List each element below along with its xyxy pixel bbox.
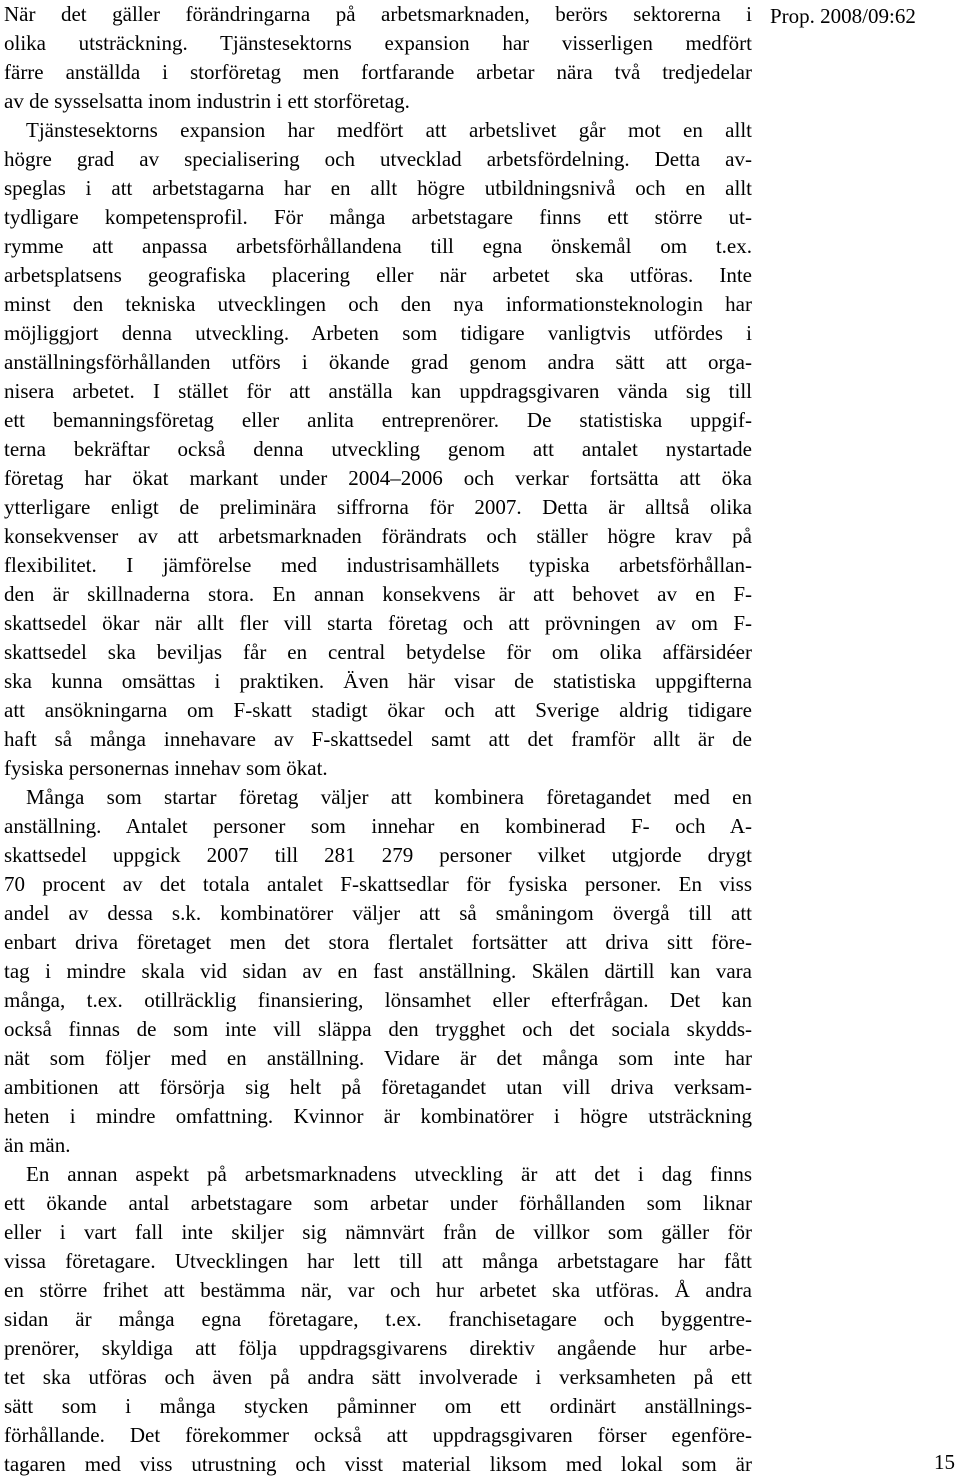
- text-line: färre anställda i storföretag men fortfarande arbetar nära två tredjedelar: [4, 60, 752, 84]
- text-line: företag har ökat markant under 2004–2006 och verkar fortsätta att öka: [4, 466, 752, 490]
- text-line: sidan är många egna företagare, t.ex. franchisetagare och byggentre-: [4, 1307, 752, 1331]
- text-line: ytterligare enligt de preliminära siffrorna för 2007. Detta är alltså olika: [4, 495, 752, 519]
- text-line: enbart driva företaget men det stora flertalet fortsätter att driva sitt före-: [4, 930, 752, 954]
- text-line: också finnas de som inte vill släppa den trygghet och det sociala skydds-: [4, 1017, 752, 1041]
- text-line: andel av dessa s.k. kombinatörer väljer att så småningom övergå till att: [4, 901, 752, 925]
- text-line: flexibilitet. I jämförelse med industrisamhällets typiska arbetsförhållan-: [4, 553, 752, 577]
- text-line: förhållande. Det förekommer också att uppdragsgivaren förser egenföre-: [4, 1423, 752, 1447]
- text-line: en större frihet att bestämma när, var och hur arbetet ska utföras. Å andra: [4, 1278, 752, 1302]
- text-line: olika utsträckning. Tjänstesektorns expansion har visserligen medfört: [4, 31, 752, 55]
- text-line: högre grad av specialisering och utvecklad arbetsfördelning. Detta av-: [4, 147, 752, 171]
- text-line: vissa företagare. Utvecklingen har lett till att många arbetstagare har fått: [4, 1249, 752, 1273]
- text-line: skattsedel ökar när allt fler vill starta företag och att prövningen av om F-: [4, 611, 752, 635]
- text-line: ett ökande antal arbetstagare som arbetar under förhållanden som liknar: [4, 1191, 752, 1215]
- text-line: nisera arbetet. I stället för att anställa kan uppdragsgivaren vända sig till: [4, 379, 752, 403]
- text-line: fysiska personernas innehav som ökat.: [4, 756, 328, 780]
- text-line: eller i vart fall inte skiljer sig nämnvärt från de villkor som gäller för: [4, 1220, 752, 1244]
- text-line: den är skillnaderna stora. En annan konsekvens är att behovet av en F-: [4, 582, 752, 606]
- text-line: tag i mindre skala vid sidan av en fast anställning. Skälen därtill kan vara: [4, 959, 752, 983]
- text-line: En annan aspekt på arbetsmarknadens utveckling är att det i dag finns: [26, 1162, 752, 1186]
- page-number: 15: [934, 1450, 955, 1474]
- text-line: av de sysselsatta inom industrin i ett storföretag.: [4, 89, 410, 113]
- text-line: skattsedel ska beviljas får en central betydelse för om olika affärsidéer: [4, 640, 752, 664]
- body-text: [4, 0, 752, 1479]
- text-line: tagaren med viss utrustning och visst material liksom med lokal som är: [4, 1452, 752, 1476]
- text-line: anställning. Antalet personer som innehar en kombinerad F- och A-: [4, 814, 752, 838]
- text-line: skattsedel uppgick 2007 till 281 279 personer vilket utgjorde drygt: [4, 843, 752, 867]
- text-line: nät som följer med en anställning. Vidare är det många som inte har: [4, 1046, 752, 1070]
- text-line: många, t.ex. otillräcklig finansiering, lönsamhet eller efterfrågan. Det kan: [4, 988, 752, 1012]
- text-line: tet ska utföras och även på andra sätt involverade i verksamheten på ett: [4, 1365, 752, 1389]
- text-line: möjliggjort denna utveckling. Arbeten som tidigare vanligtvis utfördes i: [4, 321, 752, 345]
- text-line: sätt som i många stycken påminner om ett ordinärt anställnings-: [4, 1394, 752, 1418]
- text-line: terna bekräftar också denna utveckling genom att antalet nystartade: [4, 437, 752, 461]
- text-line: anställningsförhållanden utförs i ökande grad genom andra sätt att orga-: [4, 350, 752, 374]
- text-line: arbetsplatsens geografiska placering eller när arbetet ska utföras. Inte: [4, 263, 752, 287]
- text-line: än män.: [4, 1133, 71, 1157]
- text-line: att ansökningarna om F-skatt stadigt ökar och att Sverige aldrig tidigare: [4, 698, 752, 722]
- text-line: 70 procent av det totala antalet F-skattsedlar för fysiska personer. En viss: [4, 872, 752, 896]
- text-line: Många som startar företag väljer att kombinera företagandet med en: [26, 785, 752, 809]
- text-line: heten i mindre omfattning. Kvinnor är kombinatörer i högre utsträckning: [4, 1104, 752, 1128]
- text-line: Tjänstesektorns expansion har medfört att arbetslivet går mot en allt: [26, 118, 752, 142]
- text-line: ska kunna omsättas i praktiken. Även här visar de statistiska uppgifterna: [4, 669, 752, 693]
- proposition-reference: Prop. 2008/09:62: [770, 4, 916, 28]
- text-line: ambitionen att försörja sig helt på företagandet utan vill driva verksam-: [4, 1075, 752, 1099]
- text-line: När det gäller förändringarna på arbetsmarknaden, berörs sektorerna i: [4, 2, 752, 26]
- text-line: haft så många innehavare av F-skattsedel samt att det framför allt är de: [4, 727, 752, 751]
- text-line: ett bemanningsföretag eller anlita entreprenörer. De statistiska uppgif-: [4, 408, 752, 432]
- text-line: tydligare kompetensprofil. För många arbetstagare finns ett större ut-: [4, 205, 752, 229]
- text-line: rymme att anpassa arbetsförhållandena till egna önskemål om t.ex.: [4, 234, 752, 258]
- text-line: minst den tekniska utvecklingen och den nya informationsteknologin har: [4, 292, 752, 316]
- text-line: konsekvenser av att arbetsmarknaden förändrats och ställer högre krav på: [4, 524, 752, 548]
- text-line: prenörer, skyldiga att följa uppdragsgivarens direktiv angående hur arbe-: [4, 1336, 752, 1360]
- text-line: speglas i att arbetstagarna har en allt högre utbildningsnivå och en allt: [4, 176, 752, 200]
